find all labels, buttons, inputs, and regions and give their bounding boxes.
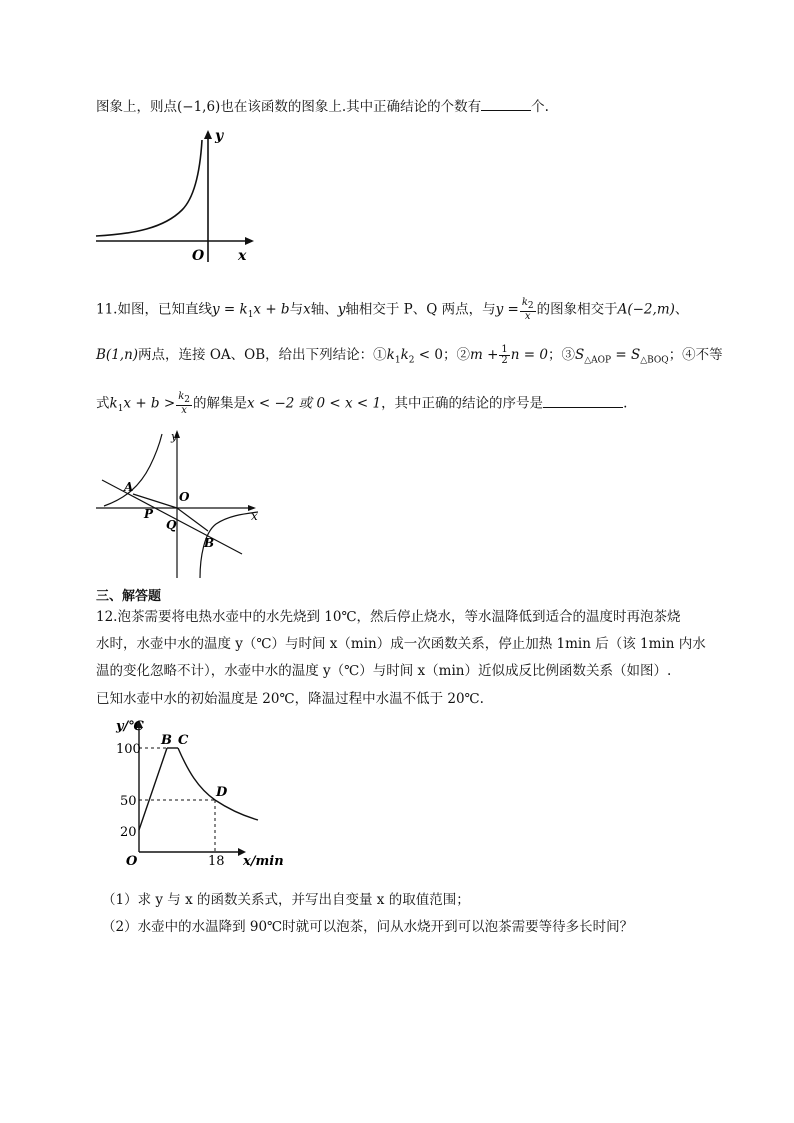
y-arrow-icon <box>204 130 212 139</box>
q11-line-2: B(1,n)两点，连接 OA、OB，给出下列结论：$①k_1k_2 < 0$；②m + $\frac{1}{2}$ n = 0；$③S_{\triangle AOP} = S_{\triangle BOQ}$；④不等 <box>96 344 723 366</box>
q11-line-1: 11.如图，已知直线$y = k_1x + b$与x轴、y轴相交于 P、Q 两点，与y = $\frac{k_2}{x}$ 的图象相交于A(−2,m)、 <box>96 297 689 322</box>
q12-sub-2: （2）水壶中的水温降到 90℃时就可以泡茶，问从水烧开到可以泡茶需要等待多长时间？ <box>102 919 634 935</box>
fraction: $\frac{k_2}{x}$ <box>521 297 534 322</box>
point-b-label: B <box>161 733 172 748</box>
q11-line-3: 式$k_1x + b$ > $\frac{k_2}{x}$ 的解集是x < −2 或 0 < x < 1，其中正确的结论的序号是 . <box>96 391 628 416</box>
point-d-label: D <box>216 785 228 800</box>
q10-line <box>96 96 549 116</box>
fraction: $\frac{k_2}{x}$ <box>178 391 190 416</box>
q11-line-hyperbola-graph <box>96 428 266 580</box>
q10-point: (−1,6) <box>177 99 221 115</box>
q12-line-2: 水时，水壶中水的温度 y（℃）与时间 x（min）成一次函数关系，停止加热 1min 后（该 1min 内水 <box>96 636 706 652</box>
q10-hyperbola-graph <box>94 128 264 264</box>
point-a-label: A <box>124 480 134 494</box>
answer-blank[interactable] <box>543 393 623 408</box>
point-c-label: C <box>178 733 189 748</box>
fraction: $\frac{1}{2}$ <box>501 344 508 366</box>
tick-20: 20 <box>120 825 137 840</box>
tick-100: 100 <box>116 742 141 757</box>
origin-label: O <box>192 248 205 264</box>
y-axis-label: y/℃ <box>116 719 144 734</box>
origin-label: O <box>126 854 138 869</box>
tick-18: 18 <box>208 854 225 869</box>
point-p-label: P <box>144 507 154 521</box>
tick-50: 50 <box>120 794 137 809</box>
hyperbola-curve <box>96 140 202 236</box>
x-label: x <box>251 509 258 523</box>
segment-oa <box>133 494 177 508</box>
q12-line-4: 已知水壶中水的初始温度是 20℃，降温过程中水温不低于 20℃. <box>96 691 484 707</box>
y-label: y <box>171 430 178 443</box>
point-b-label: B <box>204 536 215 550</box>
y-label: y <box>215 128 224 144</box>
x-axis-label: x/min <box>243 854 284 869</box>
heating-line <box>139 748 167 830</box>
straight-line <box>102 480 242 554</box>
q10-text: 也在该函数的图象上.其中正确结论的个数有 <box>220 99 482 115</box>
q10-text: 图象上，则点 <box>96 99 177 115</box>
q12-sub-1: （1）求 y 与 x 的函数关系式，并写出自变量 x 的取值范围； <box>102 892 470 908</box>
cooling-curve <box>178 748 258 820</box>
point-q-label: Q <box>166 518 177 532</box>
q12-temperature-graph <box>98 716 288 868</box>
x-arrow-icon <box>245 237 254 245</box>
section-heading: 三、解答题 <box>96 589 162 604</box>
q12-line-3: 温的变化忽略不计），水壶中水的温度 y（℃）与时间 x（min）近似成反比例函数关系（如图）. <box>96 663 672 679</box>
origin-label: O <box>179 490 190 504</box>
q12-line-1: 12.泡茶需要将电热水壶中的水先烧到 10℃，然后停止烧水，等水温降低到适合的温度时再泡茶烧 <box>96 609 681 625</box>
q10-text: 个. <box>531 99 549 115</box>
answer-blank[interactable] <box>481 96 531 111</box>
x-label: x <box>238 248 247 264</box>
hyperbola-left-branch <box>104 434 162 506</box>
